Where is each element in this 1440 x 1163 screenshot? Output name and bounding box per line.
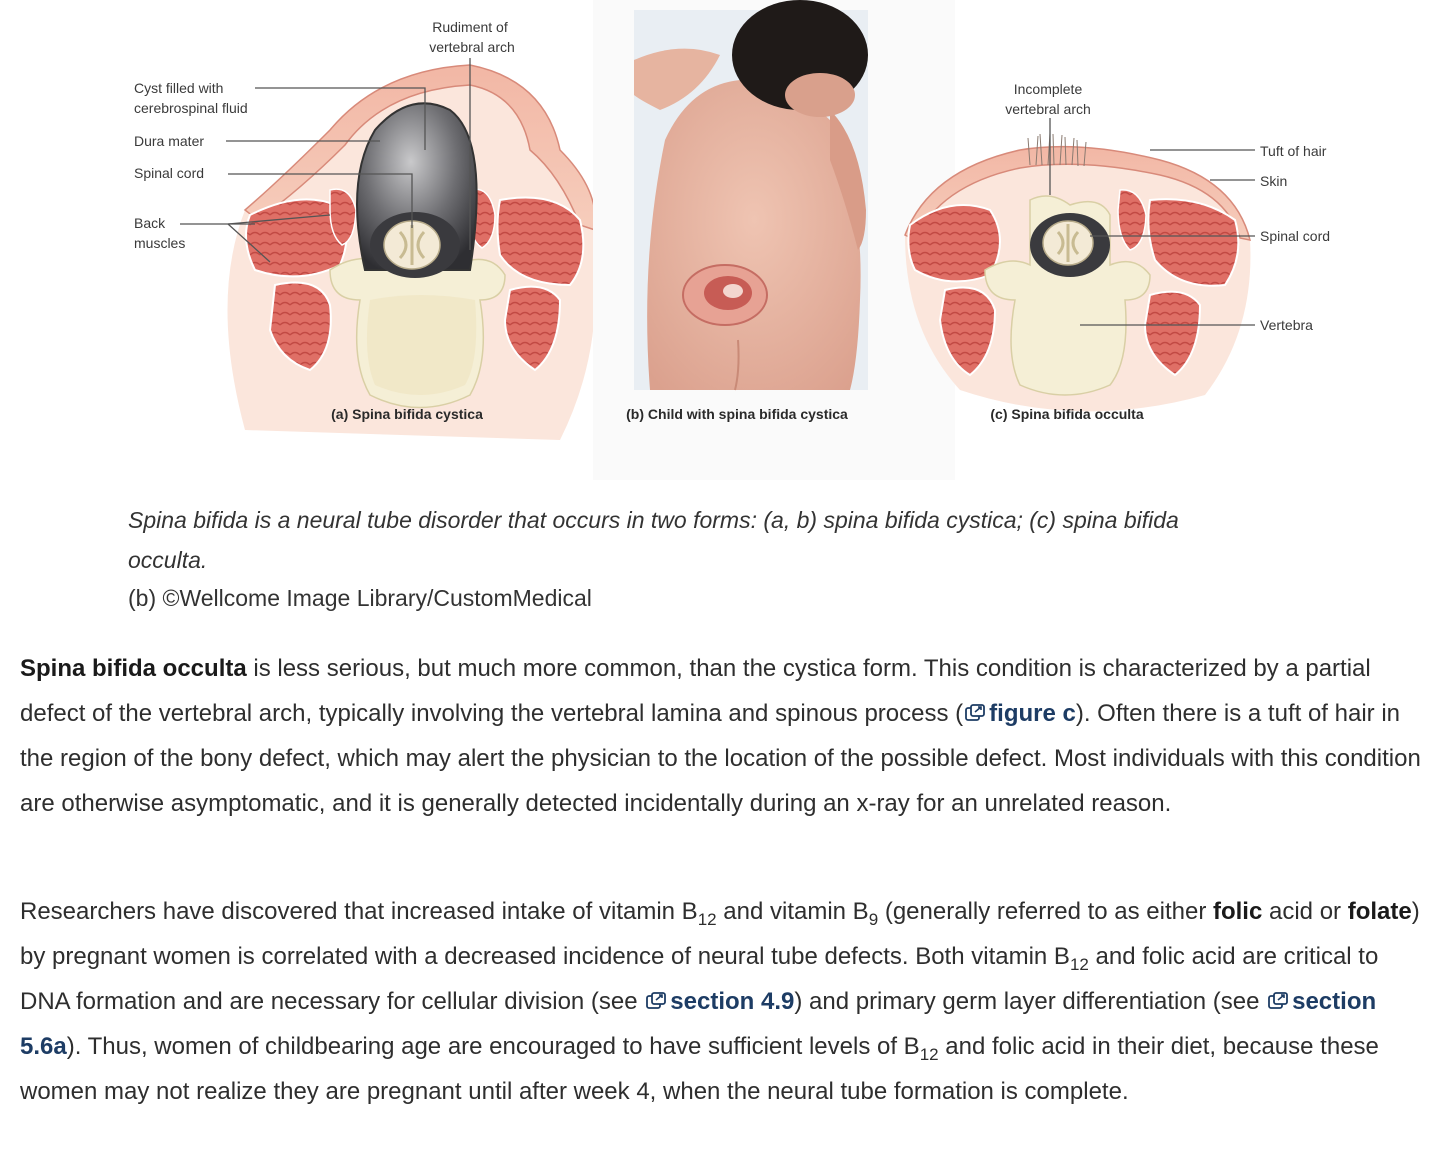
p2-t9: and folic acid in their diet, because these women may not realize they are pregnant until after week 4, when the neural tube formation is complete. — [20, 1033, 1379, 1105]
label-back-2: muscles — [134, 235, 186, 251]
label-spinal-cord-a: Spinal cord — [134, 165, 205, 181]
paragraph1-text1: is less serious, but much more common, than the cystica form. This condition is characterized by a partial defect of the vertebral arch, typically involving the vertebral lamina and spinous process ( — [20, 655, 1371, 727]
caption-line-1: Spina bifida is a neural tube disorder that occurs in two forms: (a, b) spina bifida cystica; (c) spina bifida — [128, 507, 1179, 533]
label-cyst-1: Cyst filled with — [134, 80, 224, 96]
paragraph-occulta — [20, 646, 1432, 826]
panel-c-caption: (c) Spina bifida occulta — [990, 406, 1144, 422]
p2-t4: acid or — [1262, 898, 1348, 925]
label-tuft: Tuft of hair — [1260, 143, 1327, 159]
panel-a-drawing — [134, 19, 596, 440]
label-cyst-2: cerebrospinal fluid — [134, 100, 248, 116]
panel-b-photo — [593, 0, 955, 480]
p2-t8: ). Thus, women of childbearing age are encouraged to have sufficient levels of B — [66, 1033, 920, 1060]
panel-a-caption: (a) Spina bifida cystica — [331, 406, 483, 422]
p2-sub-12-c: 12 — [919, 1045, 939, 1064]
section-5-6a-label: section 5.6a — [20, 988, 1377, 1060]
figure-c-link-label: figure c — [989, 700, 1076, 727]
p2-sub-9: 9 — [868, 910, 879, 929]
label-vertebra: Vertebra — [1260, 317, 1313, 333]
p2-sub-12-a: 12 — [697, 910, 717, 929]
term-folate: folate — [1347, 898, 1412, 925]
label-spinal-cord-c: Spinal cord — [1260, 228, 1331, 244]
p2-t1: Researchers have discovered that increased intake of vitamin B — [20, 898, 698, 925]
label-rudiment-2: vertebral arch — [429, 39, 515, 55]
label-incomplete-1: Incomplete — [1013, 81, 1083, 97]
term-folic: folic — [1212, 898, 1263, 925]
p2-t5: ) by pregnant women is correlated with a decreased incidence of neural tube defects. Both vitamin B — [20, 898, 1420, 970]
paragraph-folic-acid — [20, 889, 1432, 1114]
panel-c-drawing — [905, 81, 1330, 422]
spina-bifida-illustration — [0, 0, 1440, 490]
figure — [0, 0, 1440, 490]
term-spina-bifida-occulta: Spina bifida occulta — [20, 655, 247, 682]
label-skin: Skin — [1260, 173, 1288, 189]
p2-t3: (generally referred to as either — [878, 898, 1213, 925]
p2-t2: and vitamin B — [716, 898, 869, 925]
p2-t6: and folic acid are critical to DNA formation and are necessary for cellular division (see — [20, 943, 1379, 1015]
label-incomplete-2: vertebral arch — [1005, 101, 1091, 117]
figure-c-link[interactable] — [963, 700, 1076, 727]
section-4-9-link[interactable] — [644, 988, 794, 1015]
label-rudiment-1: Rudiment of — [432, 19, 508, 35]
caption-line-2: occulta. — [128, 547, 208, 573]
p2-sub-12-b: 12 — [1069, 955, 1089, 974]
panel-b-caption: (b) Child with spina bifida cystica — [626, 406, 848, 422]
label-dura: Dura mater — [134, 133, 205, 149]
section-4-9-label: section 4.9 — [670, 988, 795, 1015]
figure-caption — [128, 500, 1358, 580]
external-link-icon — [965, 704, 985, 722]
baby-back — [647, 80, 860, 390]
external-link-icon — [1268, 992, 1288, 1010]
figure-credit: (b) ©Wellcome Image Library/CustomMedical — [128, 585, 592, 611]
label-back-1: Back — [134, 215, 166, 231]
external-link-icon — [646, 992, 666, 1010]
p2-t7: ) and primary germ layer differentiation (see — [794, 988, 1267, 1015]
paragraph1-text2: ). Often there is a tuft of hair in the region of the bony defect, which may alert the physician to the location of the possible defect. Most individuals with this condition are otherwise asymptomatic, and it is generally detected incidentally during an x-ray for an unrelated reason. — [20, 700, 1421, 817]
